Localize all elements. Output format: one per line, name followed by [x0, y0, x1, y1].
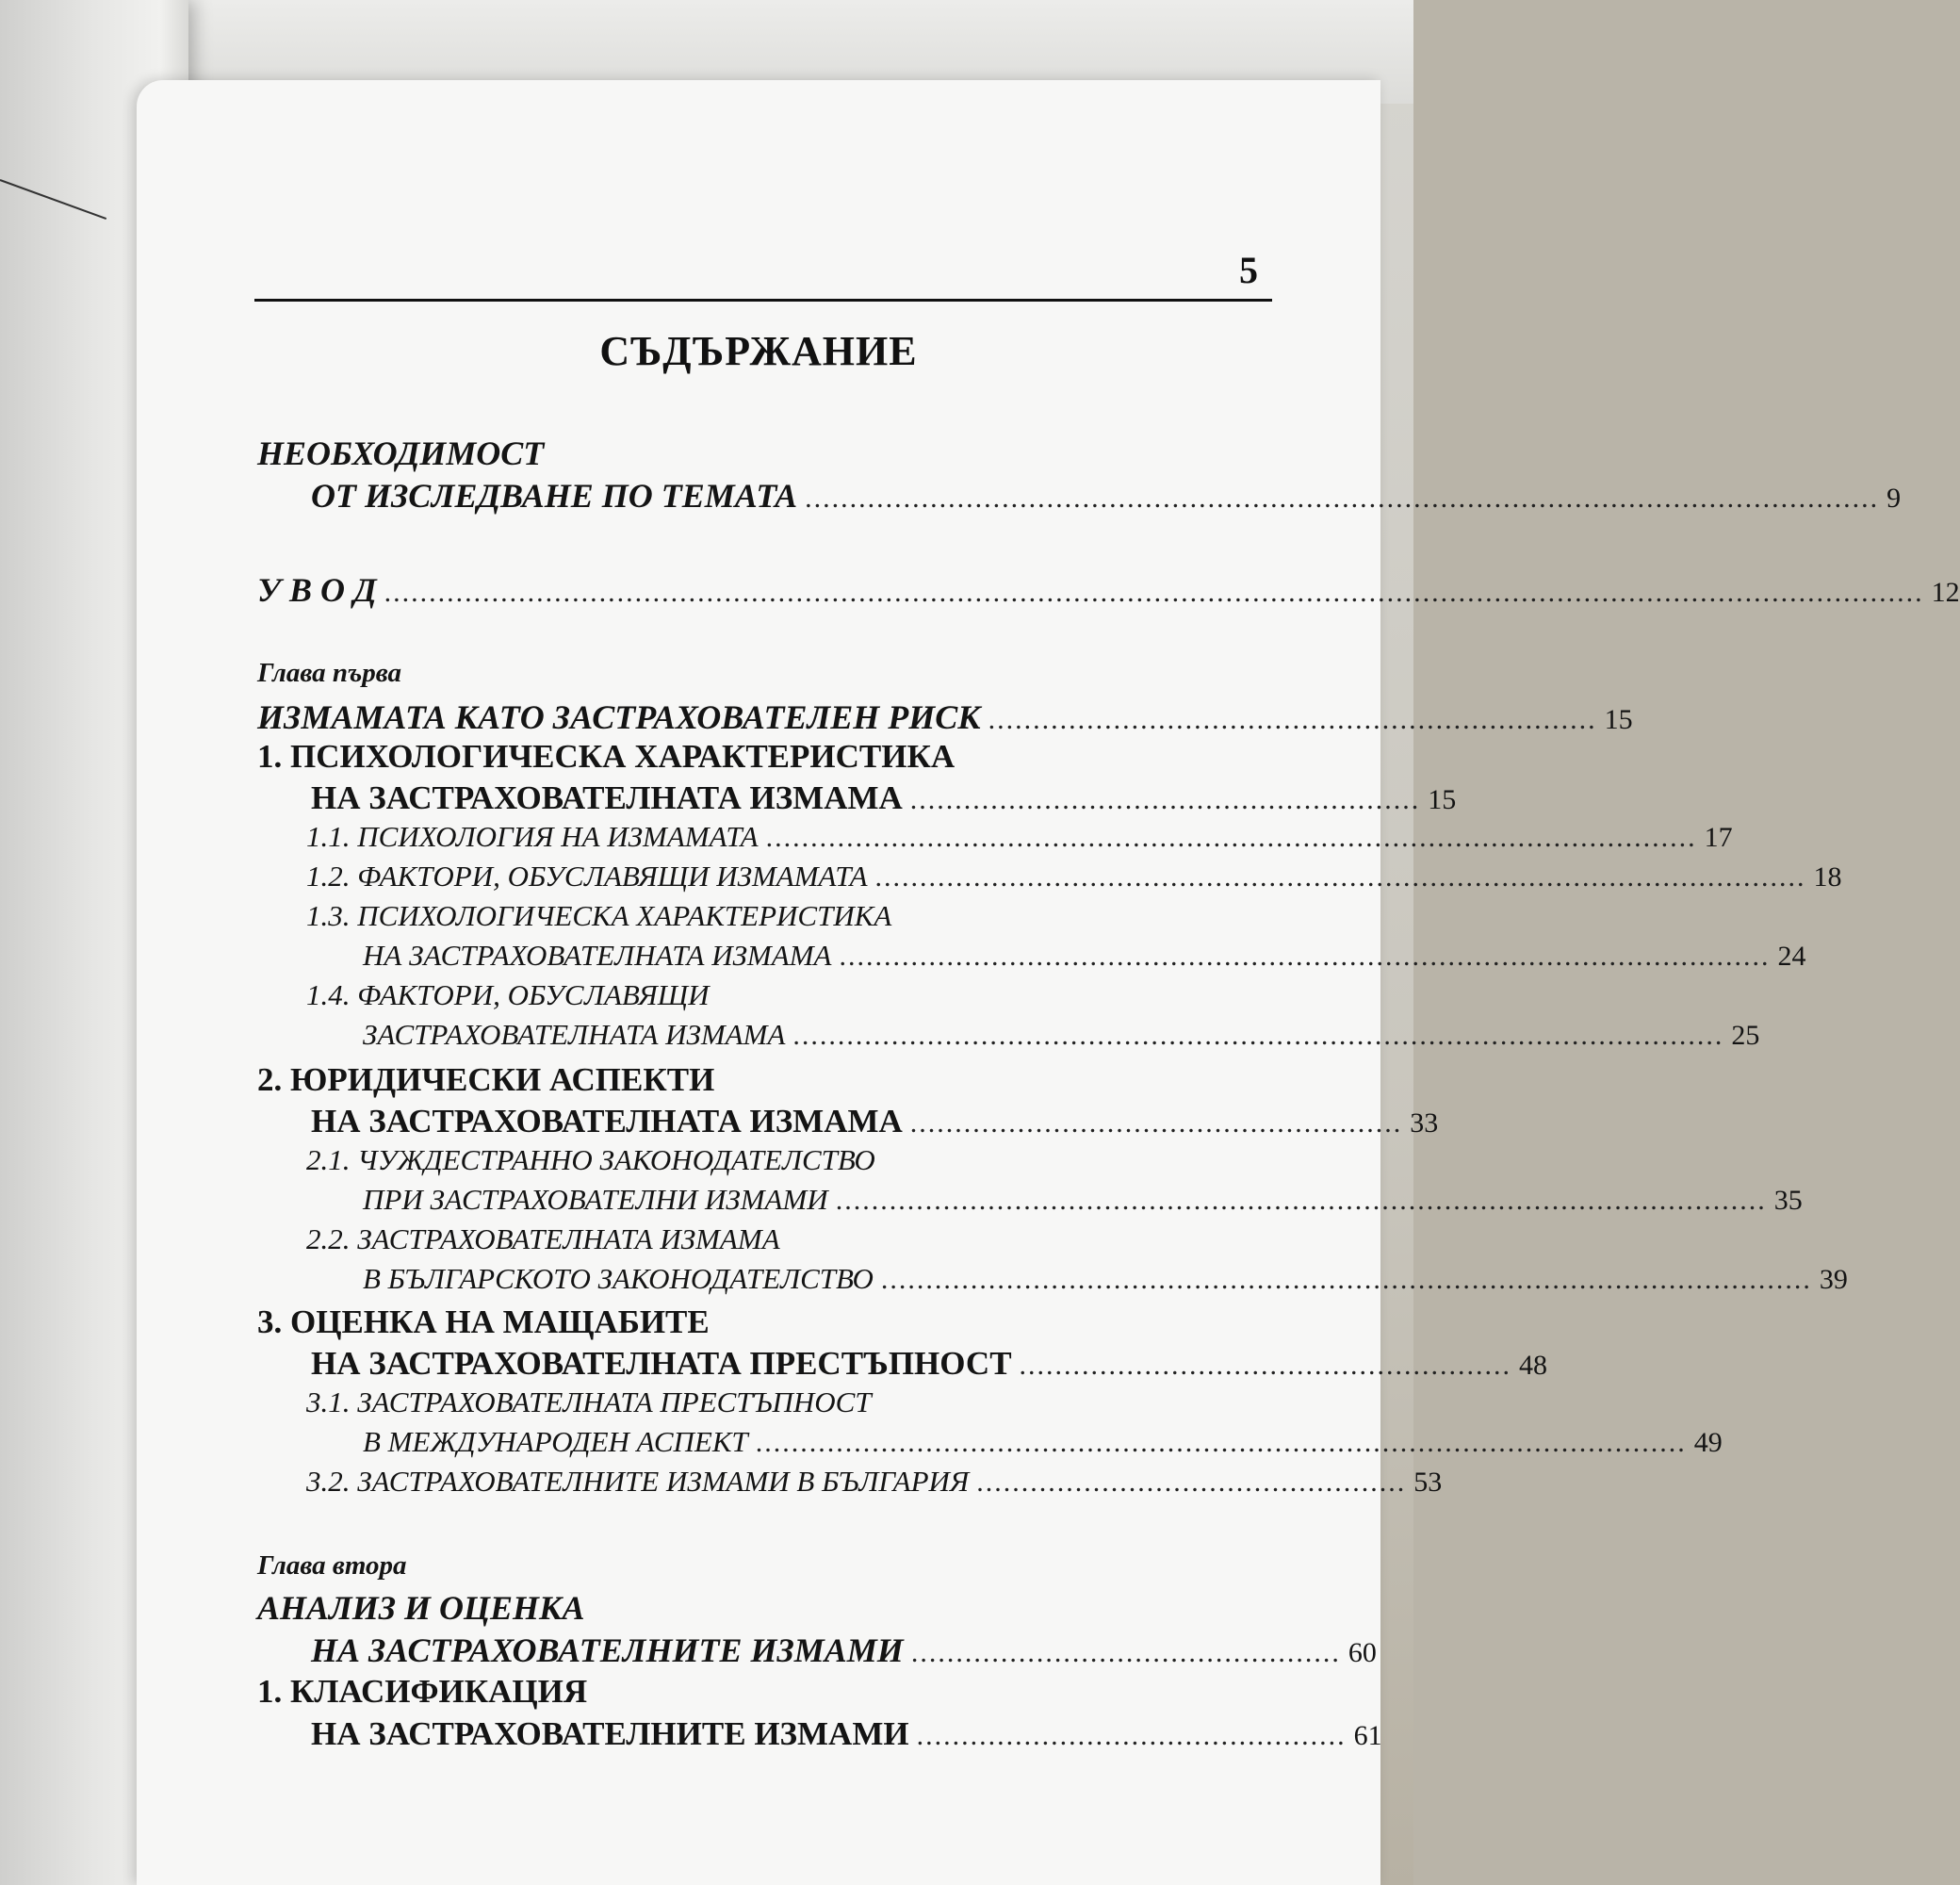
toc-subsection-1-2-entry	[306, 860, 1842, 893]
toc-subsection-3-1-line2: В МЕЖДУНАРОДЕН АСПЕКТ	[363, 1425, 748, 1458]
leader-dots: ........................................................................................................	[839, 941, 1771, 972]
toc-section-3-line2: НА ЗАСТРАХОВАТЕЛНАТА ПРЕСТЪПНОСТ	[311, 1345, 1012, 1382]
toc-necessity-line1: НЕОБХОДИМОСТ	[257, 434, 545, 472]
toc-subsection-1-1-title: 1.1. ПСИХОЛОГИЯ НА ИЗМАМАТА	[306, 820, 759, 853]
toc-section-1-page: 15	[1428, 784, 1457, 815]
toc-chapter2-line2: НА ЗАСТРАХОВАТЕЛНИТЕ ИЗМАМИ	[311, 1631, 904, 1669]
leader-dots: ........................................................................................................	[792, 1020, 1724, 1051]
toc-subsection-3-2-entry	[306, 1465, 1443, 1499]
toc-chapter2-section-1-line1: 1. КЛАСИФИКАЦИЯ	[257, 1673, 588, 1710]
toc-section-3-line1: 3. ОЦЕНКА НА МАЩАБИТЕ	[257, 1303, 710, 1340]
toc-section-1-line2: НА ЗАСТРАХОВАТЕЛНАТА ИЗМАМА	[311, 779, 903, 816]
toc-chapter2-section-1-entry	[311, 1715, 1382, 1753]
toc-necessity-entry	[311, 476, 1902, 516]
toc-subsection-1-4-entry	[363, 1018, 1760, 1052]
toc-subsection-2-1-line2: ПРИ ЗАСТРАХОВАТЕЛНИ ИЗМАМИ	[363, 1183, 828, 1216]
toc-intro-title: У В О Д	[257, 571, 377, 609]
toc-subsection-2-2-line1: 2.2. ЗАСТРАХОВАТЕЛНАТА ИЗМАМА	[306, 1222, 780, 1255]
page-title: СЪДЪРЖАНИЕ	[599, 328, 918, 374]
leader-dots: .......................................................	[1019, 1350, 1512, 1381]
toc-chapter2-line1: АНАЛИЗ И ОЦЕНКА	[257, 1589, 585, 1627]
toc-subsection-1-3-entry	[363, 939, 1806, 973]
toc-chapter2-page: 60	[1348, 1637, 1377, 1668]
toc-subsection-3-2-page: 53	[1413, 1467, 1443, 1498]
toc-chapter2-label: Глава втора	[257, 1550, 407, 1581]
toc-section-3-page: 48	[1519, 1350, 1548, 1381]
toc-chapter2-section-1-page: 61	[1353, 1720, 1382, 1751]
toc-intro-page: 12	[1931, 577, 1960, 608]
leader-dots: ........................................................................................................	[835, 1185, 1767, 1216]
toc-section-1-line1: 1. ПСИХОЛОГИЧЕСКА ХАРАКТЕРИСТИКА	[257, 738, 956, 775]
toc-chapter1-entry	[257, 697, 1633, 737]
toc-chapter1-page: 15	[1604, 704, 1633, 735]
toc-subsection-2-2-line2: В БЪЛГАРСКОТО ЗАКОНОДАТЕЛСТВО	[363, 1262, 874, 1295]
page-number: 5	[1239, 249, 1258, 291]
toc-subsection-2-1-page: 35	[1773, 1185, 1803, 1216]
toc-subsection-2-1-line1: 2.1. ЧУЖДЕСТРАННО ЗАКОНОДАТЕЛСТВО	[306, 1143, 875, 1176]
leader-dots: .........................................................	[909, 784, 1421, 815]
toc-intro-entry	[257, 570, 1960, 610]
toc-subsection-3-1-line1: 3.1. ЗАСТРАХОВАТЕЛНАТА ПРЕСТЪПНОСТ	[306, 1385, 872, 1418]
toc-subsection-1-1-entry	[306, 820, 1733, 854]
toc-subsection-3-2-title: 3.2. ЗАСТРАХОВАТЕЛНИТЕ ИЗМАМИ В БЪЛГАРИЯ	[306, 1465, 970, 1498]
leader-dots: ........................................................................................................................	[805, 483, 1880, 514]
toc-subsection-3-1-page: 49	[1693, 1427, 1723, 1458]
toc-chapter1-title: ИЗМАМАТА КАТО ЗАСТРАХОВАТЕЛЕН РИСК	[257, 698, 981, 736]
toc-section-2-line2: НА ЗАСТРАХОВАТЕЛНАТА ИЗМАМА	[311, 1103, 903, 1139]
toc-section-2-line1: 2. ЮРИДИЧЕСКИ АСПЕКТИ	[257, 1061, 715, 1098]
toc-subsection-1-4-line1: 1.4. ФАКТОРИ, ОБУСЛАВЯЩИ	[306, 978, 710, 1011]
leader-dots: ................................................	[910, 1637, 1341, 1668]
toc-subsection-1-3-page: 24	[1777, 941, 1806, 972]
leader-dots: ........................................................................................................	[765, 822, 1697, 853]
toc-section-3-entry	[311, 1345, 1548, 1383]
toc-section-1-entry	[311, 779, 1457, 817]
toc-chapter2-section-1-line2: НА ЗАСТРАХОВАТЕЛНИТЕ ИЗМАМИ	[311, 1715, 909, 1752]
leader-dots: ................................................	[976, 1467, 1407, 1498]
toc-necessity-page: 9	[1886, 483, 1902, 514]
toc-subsection-1-3-line1: 1.3. ПСИХОЛОГИЧЕСКА ХАРАКТЕРИСТИКА	[306, 899, 892, 932]
toc-subsection-1-4-line2: ЗАСТРАХОВАТЕЛНАТА ИЗМАМА	[363, 1018, 786, 1051]
toc-section-2-page: 33	[1410, 1107, 1439, 1139]
header-rule	[254, 299, 1272, 302]
toc-subsection-1-2-title: 1.2. ФАКТОРИ, ОБУСЛАВЯЩИ ИЗМАМАТА	[306, 860, 868, 893]
toc-subsection-2-2-page: 39	[1819, 1264, 1848, 1295]
toc-chapter2-entry	[311, 1631, 1377, 1670]
toc-subsection-2-2-entry	[363, 1262, 1848, 1296]
leader-dots: ........................................................................................................	[874, 861, 1806, 893]
leader-dots: ................................................	[916, 1720, 1347, 1751]
toc-section-2-entry	[311, 1103, 1439, 1140]
leader-dots: .......................................................	[909, 1107, 1403, 1139]
leader-dots: ....................................................................	[988, 704, 1597, 735]
toc-subsection-1-4-page: 25	[1731, 1020, 1760, 1051]
toc-subsection-1-2-page: 18	[1813, 861, 1842, 893]
toc-subsection-1-3-line2: НА ЗАСТРАХОВАТЕЛНАТА ИЗМАМА	[363, 939, 832, 972]
toc-subsection-2-1-entry	[363, 1183, 1803, 1217]
leader-dots: ............................................................................................................................................................................	[384, 577, 1924, 608]
left-page-rule	[0, 179, 106, 220]
toc-necessity-line2: ОТ ИЗСЛЕДВАНЕ ПО ТЕМАТА	[311, 477, 798, 515]
book-page	[137, 80, 1960, 1885]
toc-subsection-1-1-page: 17	[1704, 822, 1733, 853]
toc-chapter1-label: Глава първа	[257, 658, 402, 688]
leader-dots: ........................................................................................................	[880, 1264, 1812, 1295]
leader-dots: ........................................................................................................	[755, 1427, 1687, 1458]
toc-subsection-3-1-entry	[363, 1425, 1723, 1459]
